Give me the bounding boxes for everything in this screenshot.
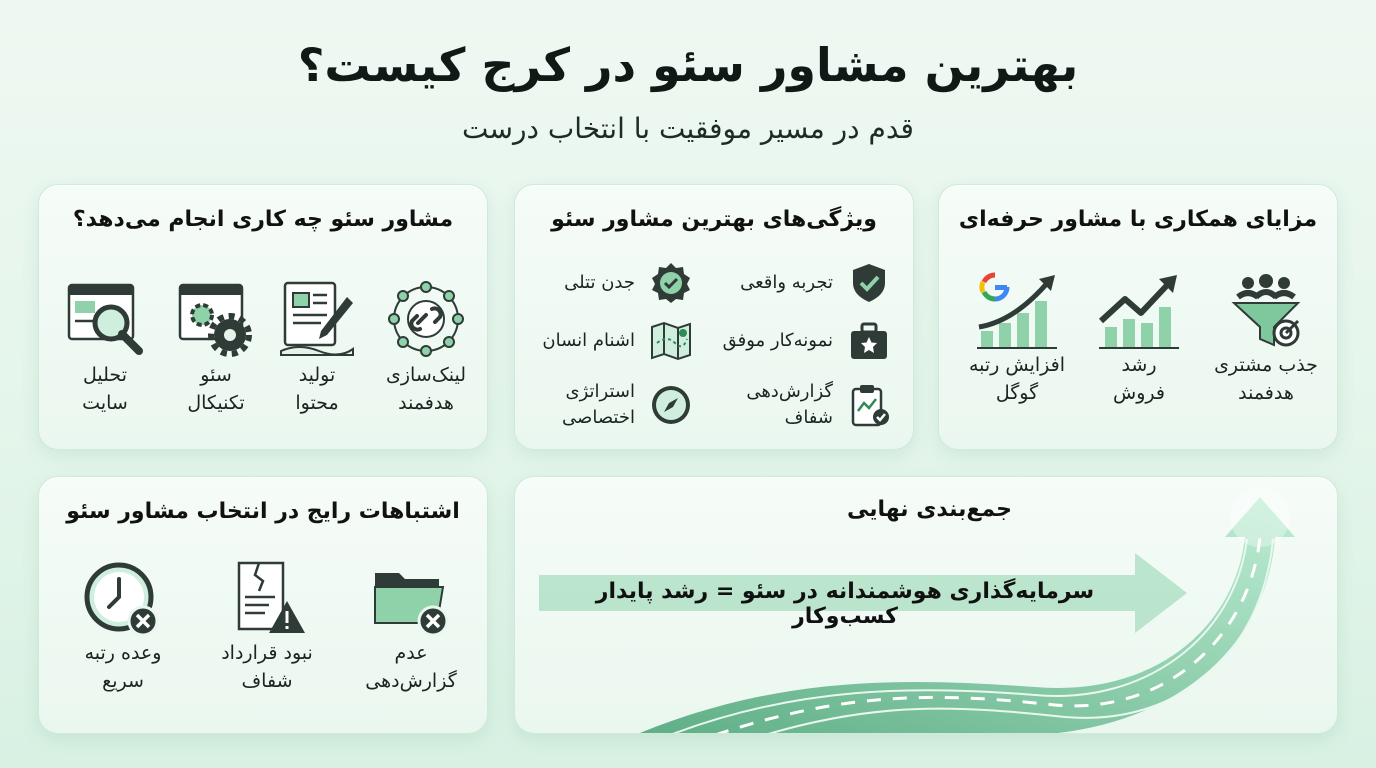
funnel-target-icon [1226, 271, 1306, 351]
mistake-label-line2: سریع [102, 670, 144, 692]
feature-item [746, 379, 891, 431]
feature-label: جدن تتلی [564, 272, 635, 293]
service-label-line2: هدفمند [398, 392, 454, 414]
feature-label-line2: شفاف [784, 407, 833, 428]
features-title: ویژگی‌های بهترین مشاور سئو [551, 207, 877, 232]
feature-label: اشنام انسان [542, 330, 635, 351]
service-item [267, 277, 367, 417]
service-label-line2: تکنیکال [187, 392, 245, 414]
document-pen-icon [275, 277, 359, 361]
feature-label-line1: استراتژی [565, 381, 635, 402]
feature-label: تجربه واقعی [740, 272, 833, 293]
feature-item [740, 261, 891, 305]
benefit-label-line1: افزایش رتبه [968, 354, 1066, 376]
mistake-item [351, 559, 471, 695]
service-item [371, 277, 481, 417]
mistakes-card [38, 476, 488, 734]
compass-icon [649, 383, 693, 427]
benefit-item [1081, 271, 1197, 407]
benefits-card [938, 184, 1338, 450]
mistake-label-line1: عدم [394, 642, 428, 664]
service-label-line1: تحلیل [83, 364, 127, 386]
mistake-item [207, 559, 327, 695]
contract-warning-icon [225, 559, 309, 639]
growth-chart-icon [1097, 271, 1181, 351]
conclusion-card [514, 476, 1338, 734]
service-label-line1: سئو [200, 364, 232, 386]
feature-label [562, 379, 635, 431]
feature-item [542, 319, 693, 363]
benefit-label-line1: جذب مشتری [1214, 354, 1318, 376]
features-card [514, 184, 914, 450]
mistake-label-line1: وعده رتبه [84, 642, 162, 664]
service-item [55, 277, 155, 417]
service-item [161, 277, 271, 417]
mistake-label-line1: نبود قرارداد [221, 642, 313, 664]
benefit-item [949, 271, 1085, 407]
services-card [38, 184, 488, 450]
service-label-line1: لینک‌سازی [385, 364, 467, 386]
mistake-label-line2: شفاف [241, 670, 293, 692]
folder-x-icon [369, 559, 453, 639]
feature-label-line1: گزارش‌دهی [746, 381, 833, 402]
benefit-label-line2: گوگل [995, 382, 1039, 404]
badge-check-icon [649, 261, 693, 305]
service-label-line1: تولید [298, 364, 336, 386]
google-rank-icon [975, 271, 1059, 351]
feature-label: نمونه‌کار موفق [722, 330, 833, 351]
feature-label-line2: اختصاصی [562, 407, 635, 428]
mistakes-title: اشتباهات رایج در انتخاب مشاور سئو [66, 499, 460, 524]
clipboard-check-icon [847, 383, 891, 427]
feature-item [723, 319, 891, 363]
conclusion-statement: سرمایه‌گذاری هوشمندانه در سئو = رشد پایدار کسب‌وکار [595, 579, 1095, 629]
service-label-line2: محتوا [295, 392, 339, 414]
gear-window-icon [174, 277, 258, 361]
benefit-item [1201, 271, 1331, 407]
map-icon [649, 319, 693, 363]
benefit-label-line2: هدفمند [1238, 382, 1294, 404]
briefcase-star-icon [847, 319, 891, 363]
service-label-line2: سایت [82, 392, 128, 414]
mistake-label-line2: گزارش‌دهی [365, 670, 457, 692]
page-title: بهترین مشاور سئو در کرج کیست؟ [297, 38, 1079, 92]
feature-label [746, 379, 833, 431]
clock-x-icon [81, 559, 165, 639]
benefit-label-line1: رشد [1121, 354, 1157, 376]
feature-item [562, 379, 693, 431]
shield-check-icon [847, 261, 891, 305]
services-title: مشاور سئو چه کاری انجام می‌دهد؟ [72, 207, 454, 232]
magnifier-window-icon [63, 277, 147, 361]
benefit-label-line2: فروش [1113, 382, 1165, 404]
mistake-item [63, 559, 183, 695]
feature-item [564, 261, 693, 305]
link-network-icon [384, 277, 468, 361]
benefits-title: مزایای همکاری با مشاور حرفه‌ای [958, 207, 1318, 232]
conclusion-title: جمع‌بندی نهایی [847, 497, 1012, 522]
page-subtitle: قدم در مسیر موفقیت با انتخاب درست [462, 112, 914, 145]
